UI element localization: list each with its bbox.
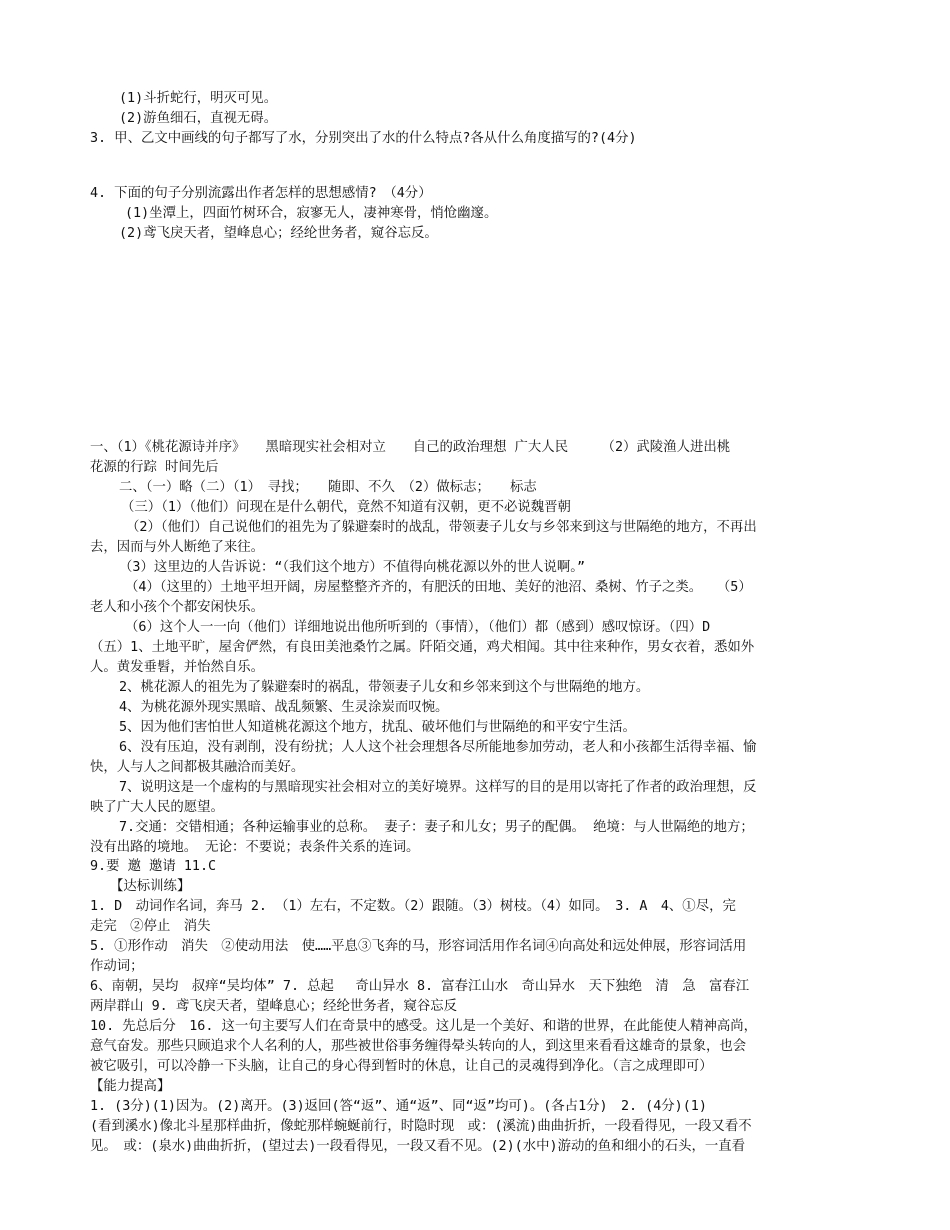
answer-line: （2）（他们）自己说他们的祖先为了躲避秦时的战乱，带领妻子儿女与乡邻来到这与世隔绝的地方，不再出 (126, 520, 757, 535)
answer-line: （三）（1）（他们）问现在是什么朝代，竟然不知道有汉朝，更不必说魏晋朝 (121, 500, 571, 515)
answer-line: 见。 或：(泉水)曲曲折折，(望过去)一段看得见，一段又看不见。(2)(水中)游动的鱼和细小的石头，一直看 (90, 1139, 746, 1154)
answer-line: 1. (3分)(1)因为。(2)离开。(3)返回(答“返”、通“返”、同“返”均可)。(各占1分) 2. (4分)(1) (90, 1099, 707, 1114)
answer-line: 1. D 动词作名词，奔马 2. （1）左右，不定数。（2）跟随。（3）树枝。（4）如同。 3. A 4、①尽，完 (90, 899, 736, 914)
answer-line: 一、（1）《桃花源诗并序》 黑暗现实社会相对立 自己的政治理想 广大人民 （2）武陵渔人进出桃 (90, 440, 731, 455)
text-line: (2)鸢飞戾天者，望峰息心；经纶世务者，窥谷忘反。 (119, 226, 438, 241)
answer-line: 4、为桃花源外现实黑暗、战乱频繁、生灵涂炭而叹惋。 (119, 700, 449, 715)
text-line: (2)游鱼细石，直视无碍。 (119, 111, 278, 126)
answer-line: 2、桃花源人的祖先为了躲避秦时的祸乱，带领妻子儿女和乡邻来到这个与世隔绝的地方。 (119, 680, 650, 695)
answer-line: （3）这里边的人告诉说：“（我们这个地方）不值得向桃花源以外的世人说啊。” (119, 560, 586, 575)
text-line: (1)坐潭上，四面竹树环合，寂寥无人，凄神寒骨，悄怆幽邃。 (125, 206, 498, 221)
answer-line: 7.交通：交错相通；各种运输事业的总称。 妻子：妻子和儿女；男子的配偶。 绝境：与人世隔绝的地方； (119, 820, 754, 835)
answer-line: 意气奋发。那些只顾追求个人名利的人，那些被世俗事务缠得晕头转向的人，到这里来看看这雄奇的景象，也会 (90, 1039, 747, 1054)
answer-line: 快，人与人之间都极其融洽而美好。 (90, 760, 305, 775)
answer-line: 人。黄发垂髫，并怡然自乐。 (90, 660, 265, 675)
question-3: 3. 甲、乙文中画线的句子都写了水，分别突出了水的什么特点?各从什么角度描写的?(4分) (90, 131, 637, 146)
answer-line: 老人和小孩个个都安闲快乐。 (90, 600, 265, 615)
answer-line: 两岸群山 9. 鸢飞戾天者，望峰息心；经纶世务者，窥谷忘反 (90, 999, 458, 1014)
answer-line: (看到溪水)像北斗星那样曲折，像蛇那样蜿蜒前行，时隐时现 或：(溪流)曲曲折折，一段看得见，一段又看不 (90, 1119, 752, 1134)
answer-line: 没有出路的境地。 无论：不要说；表条件关系的连词。 (90, 840, 420, 855)
answer-line: 5. ①形作动 消失 ②使动用法 使……平息③飞奔的马，形容词活用作名词④向高处和远处伸展，形容词活用 (90, 939, 747, 954)
answer-line: 走完 ②停止 消失 (90, 919, 211, 934)
answer-line: 6、没有压迫，没有剥削，没有纷扰；人人这个社会理想各尽所能地参加劳动，老人和小孩都生活得幸福、愉 (119, 740, 757, 755)
answer-line: 作动词； (90, 959, 144, 974)
section-heading: 【达标训练】 (110, 879, 191, 894)
question-4: 4. 下面的句子分别流露出作者怎样的思想感情? （4分） (90, 186, 432, 201)
section-heading: 【能力提高】 (90, 1079, 171, 1094)
answer-line: 二、（一）略（二）（1） 寻找； 随即、不久 （2）做标志； 标志 (119, 480, 537, 495)
answer-line: 10. 先总后分 16. 这一句主要写人们在奇景中的感受。这儿是一个美好、和谐的世界，在此能使人精神高尚， (90, 1019, 758, 1034)
answer-line: （4）（这里的）土地平坦开阔，房屋整整齐齐的，有肥沃的田地、美好的池沼、桑树、竹子之类。 （5） (125, 580, 752, 595)
answer-line: 5、因为他们害怕世人知道桃花源这个地方，扰乱、破坏他们与世隔绝的和平安宁生活。 (119, 720, 636, 735)
answer-line: 9.要 邀 邀请 11.C (90, 859, 217, 874)
answer-line: 7、说明这是一个虚构的与黑暗现实社会相对立的美好境界。这样写的目的是用以寄托了作者的政治理想，反 (119, 780, 757, 795)
answer-line: 映了广大人民的愿望。 (90, 800, 224, 815)
answer-line: （五）1、土地平旷，屋舍俨然，有良田美池桑竹之属。阡陌交通，鸡犬相闻。其中往来种作，男女衣着，悉如外 (90, 640, 755, 655)
answer-line: 6、南朝，吴均 叔痒“吴均体” 7. 总起 奇山异水 8. 富春江山水 奇山异水 天下独绝 清 急 富春江 (90, 979, 750, 994)
answer-line: 去，因而与外人断绝了来往。 (90, 540, 265, 555)
answer-line: 被它吸引，可以冷静一下头脑，让自己的身心得到暂时的休息，让自己的灵魂得到净化。（言之成理即可） (90, 1059, 713, 1074)
answer-line: 花源的行踪 时间先后 (90, 460, 219, 475)
text-line: (1)斗折蛇行，明灭可见。 (119, 91, 278, 106)
answer-line: （6）这个人一一向（他们）详细地说出他所听到的（事情），（他们）都（感到）感叹惊讶。（四）D (125, 620, 711, 635)
